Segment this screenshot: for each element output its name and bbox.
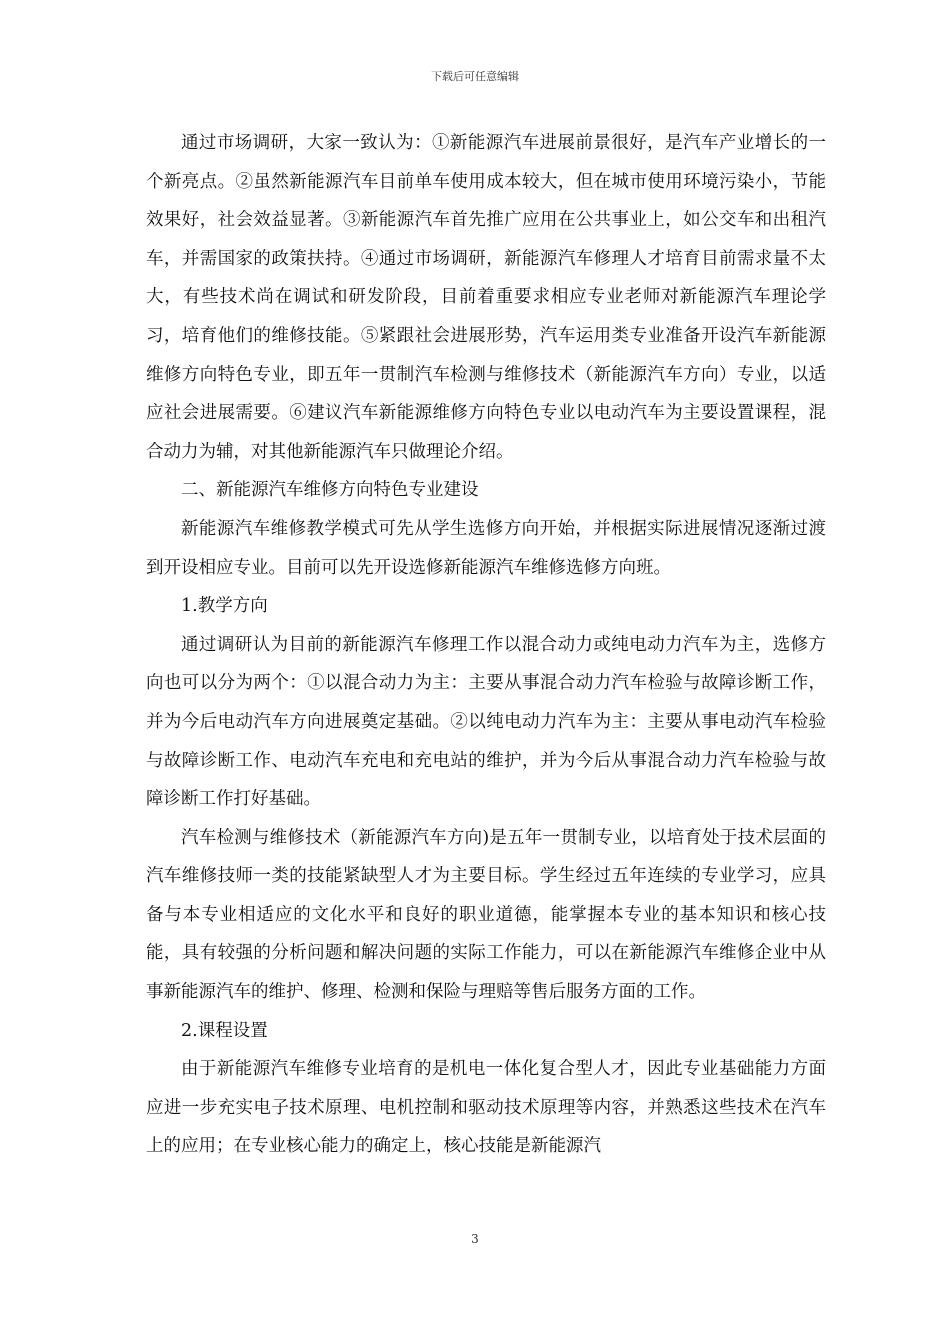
- subheading-curriculum: 2.课程设置: [181, 1020, 268, 1041]
- section-heading: 二、新能源汽车维修方向特色专业建设: [181, 480, 479, 501]
- paragraph-direction-detail: 通过调研认为目前的新能源汽车修理工作以混合动力或纯电动力汽车为主，选修方向也可以分为两个：①以混合动力为主：主要从事混合动力汽车检验与故障诊断工作，并为今后电动汽车方向进展奠定基础。②以纯电动力汽车为主：主要从事电动汽车检验与故障诊断工作、电动汽车充电和充电站的维护，并为今后从事混合动力汽车检验与故障诊断工作打好基础。: [146, 634, 826, 810]
- subheading-teaching-direction: 1.教学方向: [181, 596, 268, 617]
- paragraph-teaching-mode: 新能源汽车维修教学模式可先从学生选修方向开始，并根据实际进展情况逐渐过渡到开设相应专业。目前可以先开设选修新能源汽车维修选修方向班。: [146, 518, 826, 578]
- page-header: 下载后可任意编辑: [431, 70, 519, 83]
- body-text: [146, 124, 826, 1166]
- paragraph-market-research: 通过市场调研，大家一致认为：①新能源汽车进展前景很好，是汽车产业增长的一个新亮点。②虽然新能源汽车目前单车使用成本较大，但在城市使用环境污染小，节能效果好，社会效益显著。③新能源汽车首先推广应用在公共事业上，如公交车和出租汽车，并需国家的政策扶持。④通过市场调研，新能源汽车修理人才培育目前需求量不太大，有些技术尚在调试和研发阶段，目前着重要求相应专业老师对新能源汽车理论学习，培育他们的维修技能。⑤紧跟社会进展形势，汽车运用类专业准备开设汽车新能源维修方向特色专业，即五年一贯制汽车检测与维修技术（新能源汽车方向）专业，以适应社会进展需要。⑥建议汽车新能源维修方向特色专业以电动汽车为主要设置课程，混合动力为辅，对其他新能源汽车只做理论介绍。: [146, 133, 826, 462]
- paragraph-program-goal: 汽车检测与维修技术（新能源汽车方向)是五年一贯制专业，以培育处于技术层面的汽车维修技师一类的技能紧缺型人才为主要目标。学生经过五年连续的专业学习，应具备与本专业相适应的文化水平和良好的职业道德，能掌握本专业的基本知识和核心技能，具有较强的分析问题和解决问题的实际工作能力，可以在新能源汽车维修企业中从事新能源汽车的维护、修理、检测和保险与理赔等售后服务方面的工作。: [146, 827, 826, 1003]
- page-number: 3: [471, 1232, 479, 1246]
- paragraph-curriculum-detail: 由于新能源汽车维修专业培育的是机电一体化复合型人才，因此专业基础能力方面应进一步充实电子技术原理、电机控制和驱动技术原理等内容，并熟悉这些技术在汽车上的应用；在专业核心能力的确定上，核心技能是新能源汽: [146, 1059, 826, 1157]
